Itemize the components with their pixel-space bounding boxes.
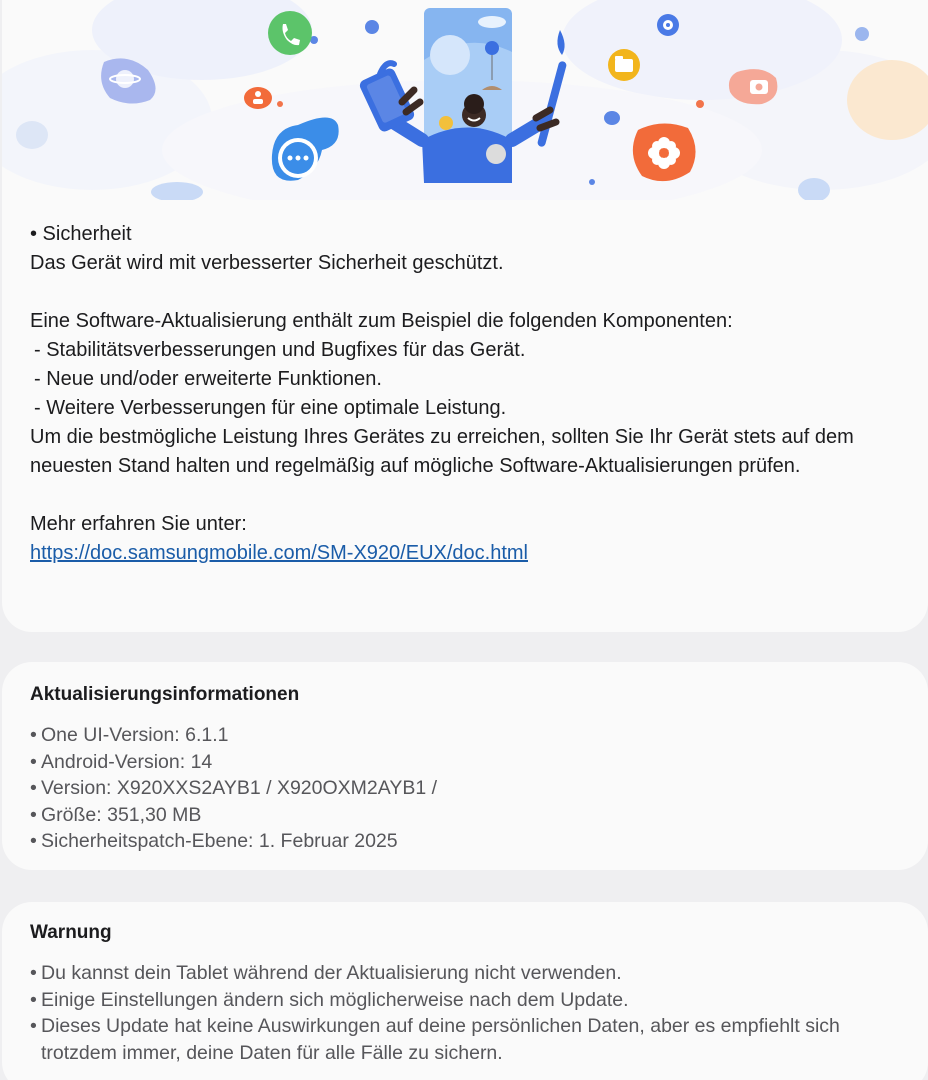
update-info-card	[2, 662, 928, 870]
update-info-item: • Größe: 351,30 MB	[30, 803, 202, 826]
warning-item: • Einige Einstellungen ändern sich möglicherweise nach dem Update.	[30, 988, 629, 1011]
phone-call-icon	[268, 11, 312, 55]
person-icon	[244, 87, 272, 109]
warning-card	[2, 902, 928, 1080]
component-item: - Neue und/oder erweiterte Funktionen.	[34, 368, 382, 390]
components-intro: Eine Software-Aktualisierung enthält zum Beispiel die folgenden Komponenten:	[30, 310, 733, 332]
gear-icon	[657, 14, 679, 36]
warning-list	[30, 960, 890, 1066]
component-item: - Stabilitätsverbesserungen und Bugfixes für das Gerät.	[34, 339, 526, 361]
update-info-title: Aktualisierungsinformationen	[30, 684, 300, 705]
folder-icon	[608, 49, 640, 81]
recommendation-text: Um die bestmögliche Leistung Ihres Gerätes zu erreichen, sollten Sie Ihr Gerät stets auf dem neuesten Stand halten und regelmäßig auf mögliche Software-Aktualisierungen prüfen.	[30, 426, 854, 477]
update-info-item: • Android-Version: 14	[30, 750, 213, 773]
hero-illustration	[2, 0, 928, 200]
update-info-item: • Sicherheitspatch-Ebene: 1. Februar 2025	[30, 830, 398, 852]
smartphone-illustration	[422, 8, 512, 183]
more-info-label: Mehr erfahren Sie unter:	[30, 513, 247, 535]
update-info-item: • Version: X920XXS2AYB1 / X920OXM2AYB1 /	[30, 777, 438, 799]
warning-item: • Du kannst dein Tablet während der Aktualisierung nicht verwenden.	[30, 962, 622, 984]
security-heading: • Sicherheit	[30, 223, 132, 245]
component-item: - Weitere Verbesserungen für eine optimale Leistung.	[34, 397, 507, 419]
warning-item: • Dieses Update hat keine Auswirkungen auf deine persönlichen Daten, aber es empfiehlt sich trotzdem immer, deine Daten für alle Fälle zu sichern.	[30, 1015, 840, 1064]
update-info-item: • One UI-Version: 6.1.1	[30, 724, 229, 746]
release-notes-text	[30, 220, 900, 568]
warning-title: Warnung	[30, 922, 112, 943]
update-info-list	[30, 722, 890, 855]
release-notes-card	[2, 0, 928, 632]
flower-icon	[633, 123, 696, 181]
security-text: Das Gerät wird mit verbesserter Sicherheit geschützt.	[30, 252, 504, 274]
more-info-link[interactable]: https://doc.samsungmobile.com/SM-X920/EUX/doc.html	[30, 542, 528, 564]
